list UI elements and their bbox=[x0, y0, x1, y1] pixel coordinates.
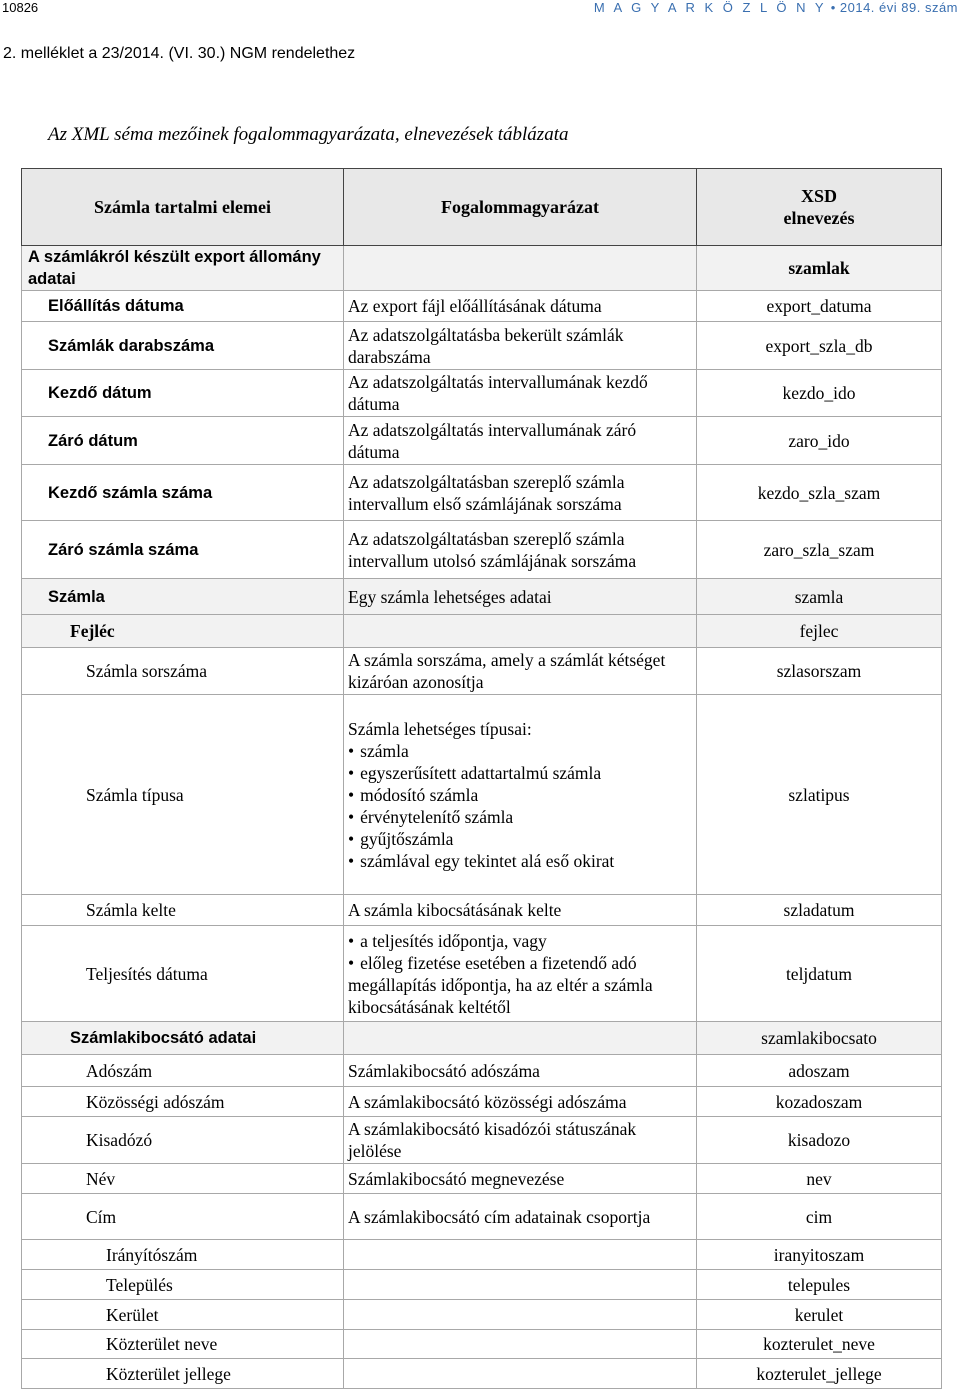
definition-cell bbox=[344, 246, 697, 291]
element-cell: Számla bbox=[22, 579, 344, 615]
xsd-cell: szamlak bbox=[697, 246, 942, 291]
page-number: 10826 bbox=[2, 0, 39, 15]
element-cell: Számla típusa bbox=[22, 695, 344, 895]
bullet-item: • előleg fizetése esetében a fizetendő adó megállapítás időpontja, ha az eltér a számla kibocsátásának keltétől bbox=[348, 952, 692, 1018]
table-row bbox=[22, 615, 942, 648]
bullet-item: • érvénytelenítő számla bbox=[348, 806, 692, 828]
table-row bbox=[22, 417, 942, 465]
xsd-cell: export_datuma bbox=[697, 291, 942, 322]
column-header: Fogalommagyarázat bbox=[344, 169, 697, 246]
element-cell: Kisadózó bbox=[22, 1117, 344, 1164]
glossary-table bbox=[21, 168, 942, 1389]
definition-cell: A számlakibocsátó cím adatainak csoportja bbox=[344, 1194, 697, 1240]
element-cell: Kezdő számla száma bbox=[22, 465, 344, 521]
element-cell: Záró számla száma bbox=[22, 521, 344, 579]
table-row bbox=[22, 521, 942, 579]
table-row bbox=[22, 246, 942, 291]
element-cell: Adószám bbox=[22, 1055, 344, 1087]
element-cell: Számlakibocsátó adatai bbox=[22, 1022, 344, 1055]
xsd-cell: szamla bbox=[697, 579, 942, 615]
bullet-item: • számla bbox=[348, 740, 692, 762]
table-row bbox=[22, 926, 942, 1022]
element-cell: Név bbox=[22, 1164, 344, 1194]
definition-cell: Az adatszolgáltatásban szereplő számla intervallum első számlájának sorszáma bbox=[344, 465, 697, 521]
publication-issue: • 2014. évi 89. szám bbox=[830, 0, 958, 15]
xsd-cell: nev bbox=[697, 1164, 942, 1194]
xsd-cell: szlatipus bbox=[697, 695, 942, 895]
definition-cell bbox=[344, 1300, 697, 1330]
table-row bbox=[22, 465, 942, 521]
publication-name bbox=[594, 0, 958, 15]
xsd-cell: kozterulet_jellege bbox=[697, 1359, 942, 1389]
definition-cell: Az export fájl előállításának dátuma bbox=[344, 291, 697, 322]
definition-cell: Számlakibocsátó megnevezése bbox=[344, 1164, 697, 1194]
bullet-item: • gyűjtőszámla bbox=[348, 828, 692, 850]
table-row bbox=[22, 370, 942, 417]
column-header: XSD elnevezés bbox=[697, 169, 942, 246]
bullet-item: • a teljesítés időpontja, vagy bbox=[348, 930, 692, 952]
definition-cell: A számlakibocsátó közösségi adószáma bbox=[344, 1087, 697, 1117]
table-row bbox=[22, 579, 942, 615]
element-cell: Számla kelte bbox=[22, 895, 344, 926]
xsd-cell: kezdo_szla_szam bbox=[697, 465, 942, 521]
definition-cell: Egy számla lehetséges adatai bbox=[344, 579, 697, 615]
xsd-cell: kezdo_ido bbox=[697, 370, 942, 417]
xsd-cell: szamlakibocsato bbox=[697, 1022, 942, 1055]
definition-cell: Az adatszolgáltatásba bekerült számlák darabszáma bbox=[344, 322, 697, 370]
table-row bbox=[22, 1022, 942, 1055]
table-row bbox=[22, 895, 942, 926]
element-cell: Fejléc bbox=[22, 615, 344, 648]
element-cell: Kerület bbox=[22, 1300, 344, 1330]
element-cell: Település bbox=[22, 1270, 344, 1300]
table-row bbox=[22, 1087, 942, 1117]
table-row bbox=[22, 1359, 942, 1389]
element-cell: Kezdő dátum bbox=[22, 370, 344, 417]
xsd-cell: fejlec bbox=[697, 615, 942, 648]
definition-cell bbox=[344, 615, 697, 648]
xsd-cell: kisadozo bbox=[697, 1117, 942, 1164]
element-cell: Cím bbox=[22, 1194, 344, 1240]
annex-reference: 2. melléklet a 23/2014. (VI. 30.) NGM rendelethez bbox=[3, 45, 356, 62]
definition-intro: Számla lehetséges típusai: bbox=[348, 718, 532, 739]
table-row bbox=[22, 1117, 942, 1164]
xsd-cell: export_szla_db bbox=[697, 322, 942, 370]
definition-cell: Az adatszolgáltatásban szereplő számla intervallum utolsó számlájának sorszáma bbox=[344, 521, 697, 579]
definition-cell bbox=[344, 1270, 697, 1300]
xsd-cell: telepules bbox=[697, 1270, 942, 1300]
element-cell: Előállítás dátuma bbox=[22, 291, 344, 322]
element-cell: Közterület neve bbox=[22, 1330, 344, 1359]
definition-cell: Számlakibocsátó adószáma bbox=[344, 1055, 697, 1087]
xsd-cell: zaro_szla_szam bbox=[697, 521, 942, 579]
table-header-row bbox=[22, 169, 942, 246]
table-row bbox=[22, 1194, 942, 1240]
definition-cell: A számla sorszáma, amely a számlát kétséget kizáróan azonosítja bbox=[344, 648, 697, 695]
table-row bbox=[22, 648, 942, 695]
table-row bbox=[22, 322, 942, 370]
xsd-cell: kerulet bbox=[697, 1300, 942, 1330]
definition-cell bbox=[344, 695, 697, 895]
page-header bbox=[0, 0, 960, 18]
xsd-cell: kozterulet_neve bbox=[697, 1330, 942, 1359]
definition-cell: A számlakibocsátó kisadózói státuszának jelölése bbox=[344, 1117, 697, 1164]
bullet-item: • számlával egy tekintet alá eső okirat bbox=[348, 850, 692, 872]
element-cell: Záró dátum bbox=[22, 417, 344, 465]
definition-cell bbox=[344, 1330, 697, 1359]
element-cell: Irányítószám bbox=[22, 1240, 344, 1270]
xsd-cell: adoszam bbox=[697, 1055, 942, 1087]
xsd-cell: iranyitoszam bbox=[697, 1240, 942, 1270]
element-cell: Számlák darabszáma bbox=[22, 322, 344, 370]
definition-cell bbox=[344, 1359, 697, 1389]
xsd-cell: cim bbox=[697, 1194, 942, 1240]
definition-cell bbox=[344, 1240, 697, 1270]
table-row bbox=[22, 1330, 942, 1359]
table-row bbox=[22, 1055, 942, 1087]
table-row bbox=[22, 1270, 942, 1300]
definition-cell: Az adatszolgáltatás intervallumának kezdő dátuma bbox=[344, 370, 697, 417]
table-row bbox=[22, 1300, 942, 1330]
definition-cell bbox=[344, 1022, 697, 1055]
xsd-cell: kozadoszam bbox=[697, 1087, 942, 1117]
xsd-cell: teljdatum bbox=[697, 926, 942, 1022]
element-cell: A számlákról készült export állomány adatai bbox=[22, 246, 344, 291]
xsd-cell: szladatum bbox=[697, 895, 942, 926]
table-row bbox=[22, 291, 942, 322]
bullet-item: • módosító számla bbox=[348, 784, 692, 806]
definition-cell: A számla kibocsátásának kelte bbox=[344, 895, 697, 926]
table-row bbox=[22, 1240, 942, 1270]
column-header: Számla tartalmi elemei bbox=[22, 169, 344, 246]
element-cell: Közösségi adószám bbox=[22, 1087, 344, 1117]
xsd-cell: szlasorszam bbox=[697, 648, 942, 695]
element-cell: Számla sorszáma bbox=[22, 648, 344, 695]
bullet-item: • egyszerűsített adattartalmú számla bbox=[348, 762, 692, 784]
element-cell: Közterület jellege bbox=[22, 1359, 344, 1389]
xsd-cell: zaro_ido bbox=[697, 417, 942, 465]
definition-cell bbox=[344, 926, 697, 1022]
table-row bbox=[22, 695, 942, 895]
table-row bbox=[22, 1164, 942, 1194]
document-title: Az XML séma mezőinek fogalommagyarázata, elnevezések táblázata bbox=[48, 124, 569, 145]
element-cell: Teljesítés dátuma bbox=[22, 926, 344, 1022]
definition-cell: Az adatszolgáltatás intervallumának záró dátuma bbox=[344, 417, 697, 465]
publication-title: M A G Y A R K Ö Z L Ö N Y bbox=[593, 0, 827, 15]
